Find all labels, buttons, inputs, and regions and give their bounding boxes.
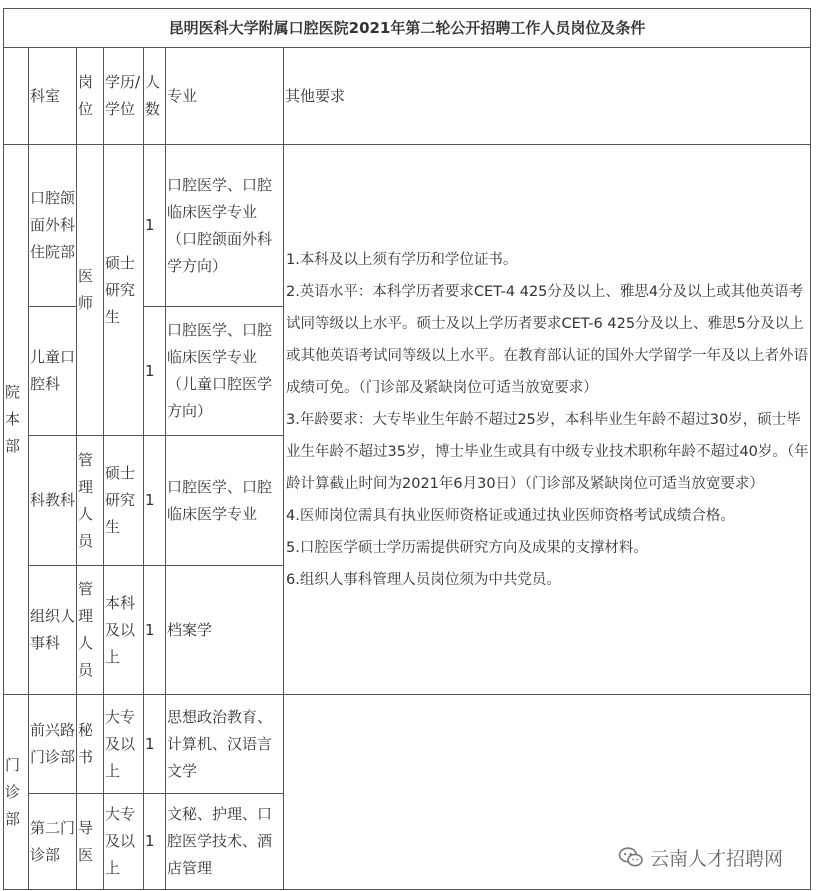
header-num: 人数 [144,48,166,145]
row-major: 口腔医学、口腔临床医学专业 [166,436,284,566]
row-num: 1 [144,794,166,890]
row-edu: 硕士研究生 [104,436,144,566]
row-edu: 大专及以上 [104,794,144,890]
group-hospital: 院本部 [4,145,29,695]
header-post: 岗位 [77,48,104,145]
row-post: 秘书 [77,695,104,794]
requirement-item: 2.英语水平：本科学历者要求CET-4 425分及以上、雅思4分及以上或其他英语考试同等级以上水平。硕士及以上学历者要求CET-6 425分及以上、雅思5分及以上或其他英语考试同等级以上水平。在教育部认证的国外大学留学一年及以上者外语成绩可免。（门诊部及紧缺岗位可适当放宽要求） [286,283,808,396]
requirement-item: 1.本科及以上须有学历和学位证书。 [286,251,518,268]
table-row [4,695,811,794]
wechat-icon [618,846,644,868]
header-edu: 学历/学位 [104,48,144,145]
watermark-text: 云南人才招聘网 [650,847,784,870]
row-major: 思想政治教育、计算机、汉语言文学 [166,695,284,794]
table-row [4,145,811,307]
row-num: 1 [144,695,166,794]
row-major: 文秘、护理、口腔医学技术、酒店管理 [166,794,284,890]
row-dept: 儿童口腔科 [29,307,77,436]
table-title: 昆明医科大学附属口腔医院2021年第二轮公开招聘工作人员岗位及条件 [4,9,811,48]
row-edu: 大专及以上 [104,695,144,794]
row-major: 档案学 [166,566,284,695]
row-edu: 本科及以上 [104,566,144,695]
row-dept: 第二门诊部 [29,794,77,890]
requirement-item: 4.医师岗位需具有执业医师资格证或通过执业医师资格考试成绩合格。 [286,507,735,524]
recruitment-table [3,8,811,890]
row-num: 1 [144,566,166,695]
watermark [618,842,808,872]
requirement-item: 6.组织人事科管理人员岗位须为中共党员。 [286,571,561,588]
header-dept-group [4,48,29,145]
row-post: 导医 [77,794,104,890]
header-other: 其他要求 [284,48,811,145]
header-dept: 科室 [29,48,77,145]
row-post: 管理人员 [77,566,104,695]
row-dept: 组织人事科 [29,566,77,695]
row-num: 1 [144,436,166,566]
row-dept: 口腔颌面外科住院部 [29,145,77,307]
row-edu: 硕士研究生 [104,145,144,436]
row-dept: 科教科 [29,436,77,566]
requirement-item: 3.年龄要求：大专毕业生年龄不超过25岁，本科毕业生年龄不超过30岁，硕士毕业生年龄不超过35岁，博士毕业生或具有中级专业技术职称年龄不超过40岁。（年龄计算截止时间为2021年6月30日）（门诊部及紧缺岗位可适当放宽要求） [286,411,809,492]
row-major: 口腔医学、口腔临床医学专业（口腔颌面外科学方向） [166,145,284,307]
row-num: 1 [144,307,166,436]
row-num: 1 [144,145,166,307]
row-major: 口腔医学、口腔临床医学专业（儿童口腔医学方向） [166,307,284,436]
row-post: 医师 [77,145,104,436]
requirements-cell [284,145,811,695]
group-clinic: 门诊部 [4,695,29,890]
header-row [4,48,811,145]
row-dept: 前兴路门诊部 [29,695,77,794]
row-post: 管理人员 [77,436,104,566]
requirement-item: 5.口腔医学硕士学历需提供研究方向及成果的支撑材料。 [286,539,648,556]
header-major: 专业 [166,48,284,145]
recruitment-table-sheet [3,8,810,887]
